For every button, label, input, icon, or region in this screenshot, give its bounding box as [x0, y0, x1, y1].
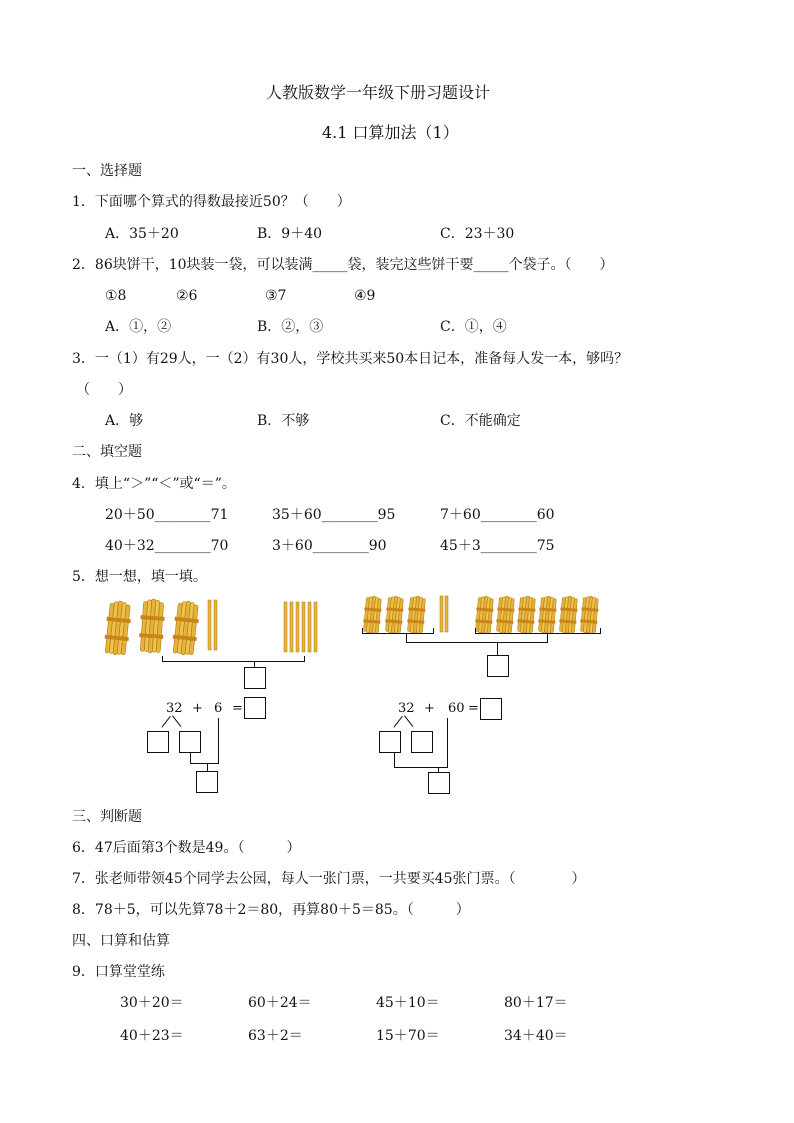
q2-choice-4: ④9	[354, 288, 376, 304]
q3-option-c: C．不能确定	[440, 413, 521, 429]
q2-option-c: C．①，④	[440, 319, 507, 335]
compare-item: 7＋60________60	[440, 507, 555, 523]
sticks-illustration-right	[356, 594, 608, 634]
calc-item: 40＋23＝	[120, 1028, 184, 1044]
addend-a: 32	[166, 701, 183, 716]
compare-item: 20＋50________71	[105, 507, 229, 523]
addend-b: 60	[448, 701, 465, 716]
answer-box[interactable]	[244, 697, 266, 719]
plus-sign: +	[424, 701, 435, 716]
compare-item: 35＋60________95	[272, 507, 396, 523]
calc-item: 63＋2＝	[248, 1028, 303, 1044]
equals-sign: =	[468, 701, 479, 716]
answer-box[interactable]	[244, 667, 266, 689]
q1-option-c: C．23＋30	[440, 226, 515, 242]
question-4: 4．填上“＞”“＜”或“＝”。	[72, 476, 236, 492]
answer-box[interactable]	[196, 771, 218, 793]
q1-option-a: A．35＋20	[105, 226, 179, 242]
q3-option-a: A．够	[105, 413, 144, 429]
addend-b: 6	[214, 701, 223, 716]
section-heading: 三、判断题	[72, 809, 142, 825]
q2-choice-1: ①8	[105, 288, 127, 304]
question-2: 2．86块饼干，10块装一袋，可以装满_____袋，装完这些饼干要_____个袋子。（ ）	[72, 257, 614, 273]
q2-choice-3: ③7	[265, 288, 287, 304]
section-heading: 一、选择题	[72, 163, 142, 179]
calc-item: 30＋20＝	[120, 995, 184, 1011]
calc-item: 60＋24＝	[248, 995, 312, 1011]
question-8: 8．78＋5，可以先算78＋2＝80，再算80＋5＝85。（ ）	[72, 902, 470, 918]
equals-sign: =	[232, 701, 243, 716]
compare-item: 40＋32________70	[105, 538, 229, 554]
answer-box[interactable]	[179, 731, 201, 753]
q2-choice-2: ②6	[176, 288, 198, 304]
compare-item: 45＋3________75	[440, 538, 555, 554]
answer-box[interactable]	[487, 655, 509, 677]
question-7: 7．张老师带领45个同学去公园，每人一张门票，一共要买45张门票。（ ）	[72, 871, 586, 887]
answer-box[interactable]	[480, 698, 502, 720]
q1-option-b: B．9＋40	[257, 226, 323, 242]
page-subtitle: 4.1 口算加法（1）	[322, 123, 459, 142]
q3-answer-paren: （ ）	[76, 382, 132, 398]
answer-box[interactable]	[147, 731, 169, 753]
q2-option-b: B．②，③	[257, 319, 324, 335]
page-title: 人教版数学一年级下册习题设计	[266, 83, 491, 102]
answer-box[interactable]	[411, 731, 433, 753]
question-6: 6．47后面第3个数是49。（ ）	[72, 840, 301, 856]
calc-item: 15＋70＝	[376, 1028, 440, 1044]
calc-item: 45＋10＝	[376, 995, 440, 1011]
question-3: 3．一（1）有29人，一（2）有30人，学校共买来50本日记本，准备每人发一本，够吗？	[72, 351, 629, 367]
answer-box[interactable]	[379, 731, 401, 753]
calc-item: 80＋17＝	[504, 995, 568, 1011]
section-heading: 二、填空题	[72, 444, 142, 460]
question-1: 1．下面哪个算式的得数最接近50？（ ）	[72, 194, 351, 210]
question-5: 5．想一想，填一填。	[72, 569, 207, 585]
addend-a: 32	[398, 701, 415, 716]
q3-option-b: B．不够	[257, 413, 310, 429]
compare-item: 3＋60________90	[272, 538, 387, 554]
section-heading: 四、口算和估算	[72, 933, 170, 949]
question-9: 9．口算堂堂练	[72, 964, 165, 980]
q2-option-a: A．①，②	[105, 319, 172, 335]
answer-box[interactable]	[428, 772, 450, 794]
sticks-illustration-left	[100, 596, 340, 658]
calc-item: 34＋40＝	[504, 1028, 568, 1044]
plus-sign: +	[192, 701, 203, 716]
